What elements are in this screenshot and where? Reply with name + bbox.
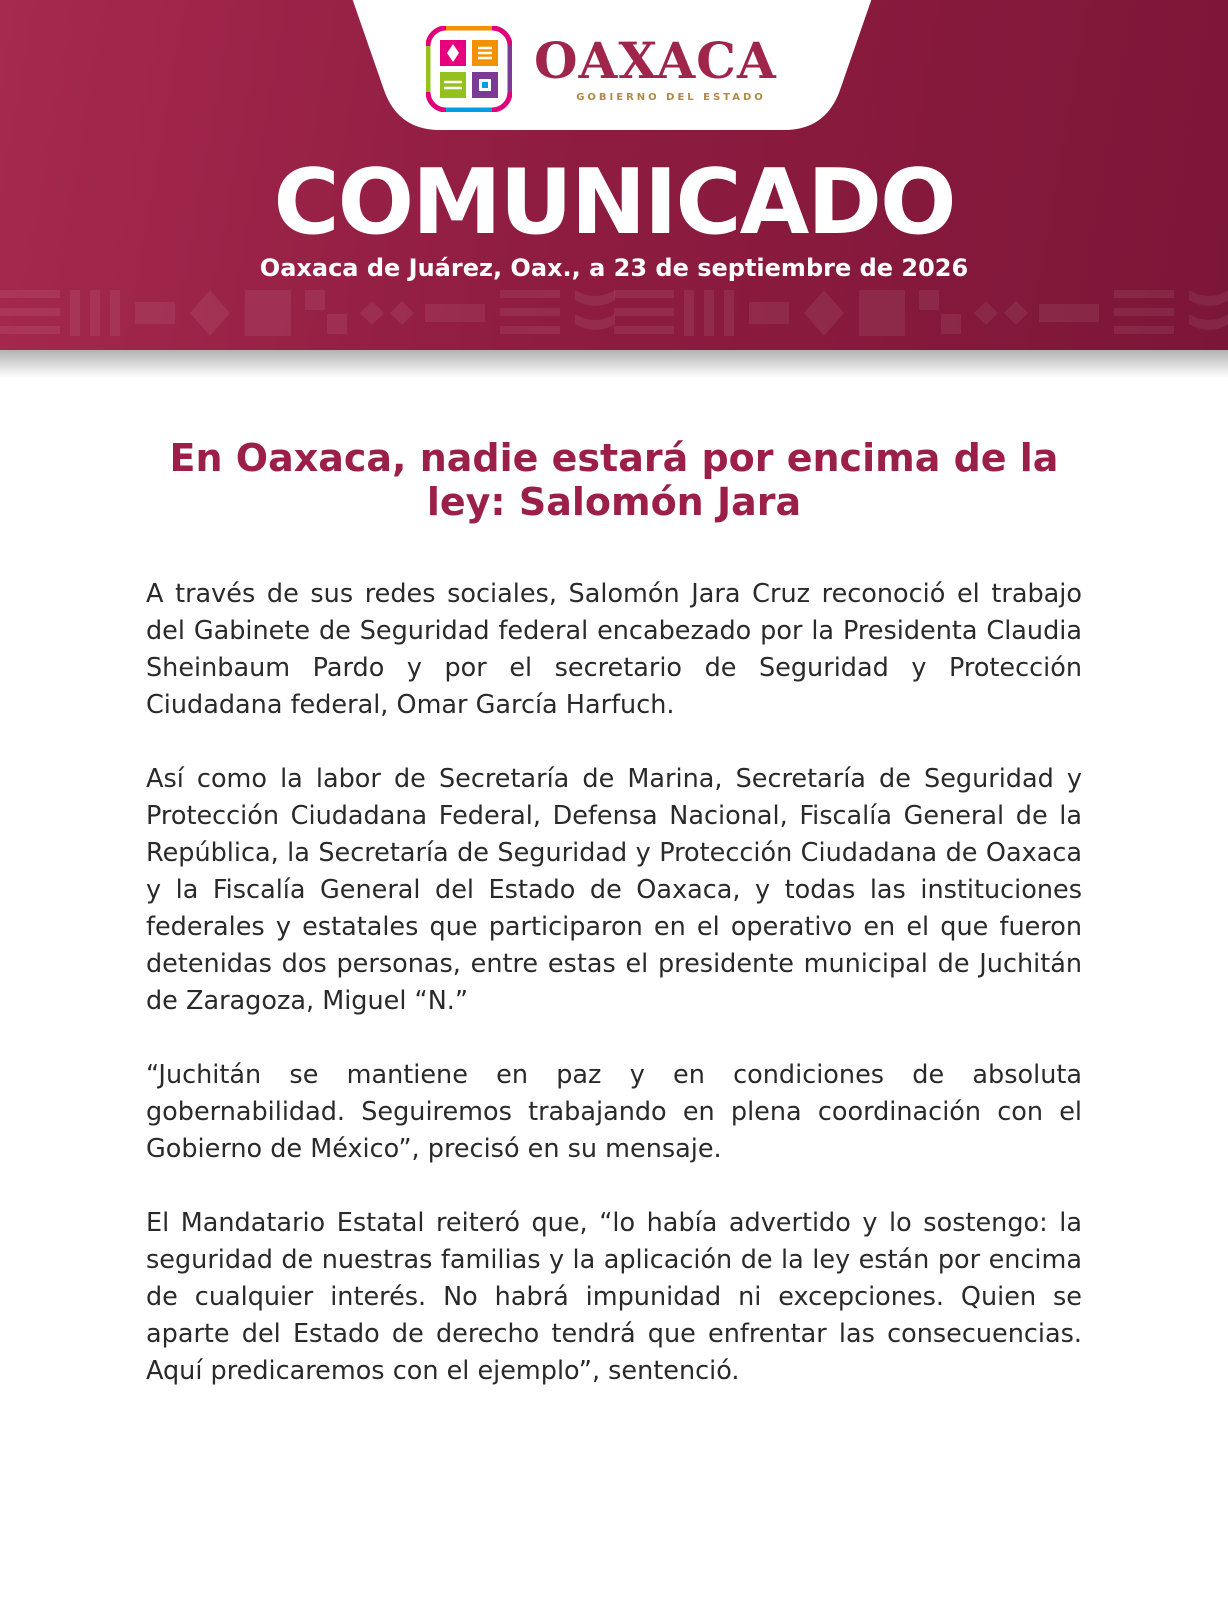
logo-wordmark: OAXACA xyxy=(534,31,777,90)
logo-subtitle: GOBIERNO DEL ESTADO xyxy=(576,92,766,103)
article-paragraph: “Juchitán se mantiene en paz y en condiciones de absoluta gobernabilidad. Seguiremos trabajando en plena coordinación con el Gobierno de México”, precisó en su mensaje. xyxy=(146,1060,1082,1164)
dateline: Oaxaca de Juárez, Oax., a 23 de septiembre de 2026 xyxy=(259,254,969,282)
header-shadow xyxy=(0,350,1228,378)
decorative-pattern-band xyxy=(0,284,1228,342)
article-headline: En Oaxaca, nadie estará por encima de la ley: Salomón Jara xyxy=(169,436,1059,524)
article-paragraph: El Mandatario Estatal reiteró que, “lo había advertido y lo sostengo: la seguridad de nuestras familias y la aplicación de la ley están por encima de cualquier interés. No habrá impunidad ni excepciones. Quien se aparte del Estado de derecho tendrá que enfrentar las consecuencias. Aquí predicaremos con el ejemplo”, sentenció. xyxy=(146,1208,1082,1386)
page-title: COMUNICADO xyxy=(273,150,955,255)
header-banner xyxy=(0,0,1228,350)
article-paragraph: Así como la labor de Secretaría de Marina, Secretaría de Seguridad y Protección Ciudadana Federal, Defensa Nacional, Fiscalía General de la República, la Secretaría de Seguridad y Protección Ciudadana de Oaxaca y la Fiscalía General del Estado de Oaxaca, y todas las instituciones federales y estatales que participaron en el operativo en el que fueron detenidas dos personas, entre estas el presidente municipal de Juchitán de Zaragoza, Miguel “N.” xyxy=(146,764,1082,1016)
article-paragraph: A través de sus redes sociales, Salomón Jara Cruz reconoció el trabajo del Gabinete de Seguridad federal encabezado por la Presidenta Claudia Sheinbaum Pardo y por el secretario de Seguridad y Protección Ciudadana federal, Omar García Harfuch. xyxy=(146,579,1082,720)
oaxaca-emblem-icon xyxy=(426,26,512,112)
article-body xyxy=(146,576,1082,1427)
